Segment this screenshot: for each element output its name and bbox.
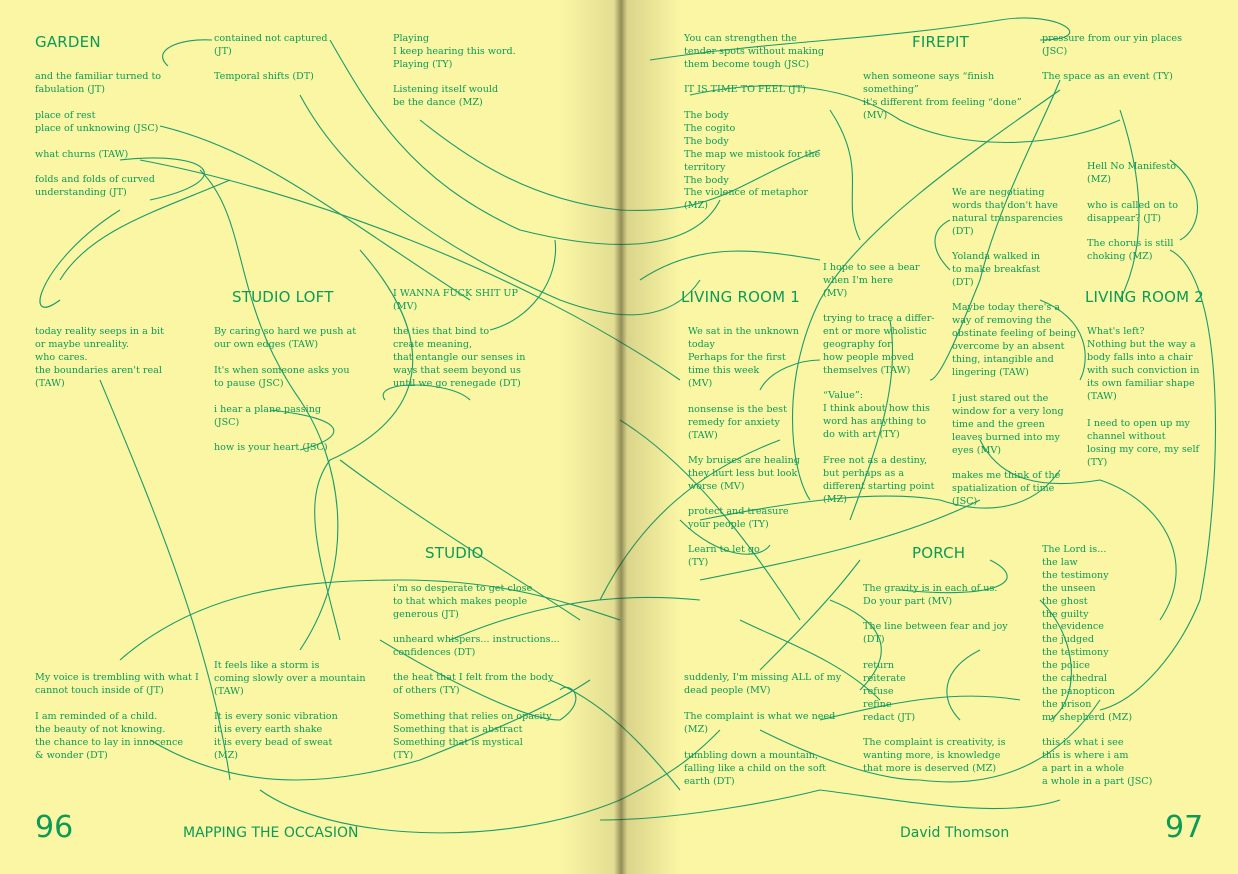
note: folds and folds of curved understanding (JT) (35, 174, 155, 198)
author-name: David Thomson (900, 825, 1010, 841)
note: The line between fear and joy (DT) (863, 621, 1008, 645)
note: “Value”: I think about how this word has anything to do with art (TY) (823, 390, 930, 440)
note: I hope to see a bear when I'm here (MV) (823, 262, 920, 299)
note: The complaint is creativity, is wanting more, is knowledge that more is deserved (MZ) (863, 737, 1006, 774)
note: this is what i see this is where i am a part in a whole a whole in a part (JSC) (1042, 737, 1153, 787)
note: The space as an event (TY) (1042, 71, 1173, 82)
note: Listening itself would be the dance (MZ) (393, 84, 499, 108)
note: Maybe today there's a way of removing the obstinate feeling of being overcome by an absent thing, intangible and lingering (TAW) (952, 302, 1077, 378)
heading-garden: GARDEN (35, 33, 101, 51)
note: I WANNA FUCK SHIT UP (MV) (393, 288, 518, 312)
note: contained not captured (JT) (214, 33, 328, 57)
note: protect and treasure your people (TY) (688, 506, 789, 530)
note: today reality seeps in a bit or maybe unreality. who cares. the boundaries aren't real (TAW) (35, 326, 164, 389)
note: makes me think of the spatialization of time (JSC) (952, 470, 1061, 507)
note: I need to open up my channel without losing my core, my self (TY) (1087, 418, 1200, 468)
heading-studio-loft: STUDIO LOFT (232, 288, 334, 306)
note: I am reminded of a child. the beauty of not knowing. the chance to lay in innocence & wonder (DT) (35, 711, 184, 761)
page-number-right: 97 (1165, 810, 1204, 845)
note: and the familiar turned to fabulation (JT) (35, 71, 162, 95)
note: The gravity is in each of us. Do your part (MV) (863, 583, 998, 607)
note: when someone says “finish something” it's different from feeling “done” (MV) (863, 71, 1022, 121)
note: i'm so desperate to get close to that which makes people generous (JT) (393, 583, 533, 620)
note: return reiterate refuse refine redact (JT) (863, 660, 916, 723)
note: The chorus is still choking (MZ) (1087, 238, 1174, 262)
note: tumbling down a mountain, falling like a child on the soft earth (DT) (684, 750, 827, 787)
page-number-left: 96 (35, 810, 74, 845)
note: Playing I keep hearing this word. Playing (TY) (393, 33, 516, 70)
note: It feels like a storm is coming slowly over a mountain (TAW) (214, 660, 366, 697)
note: What's left? Nothing but the way a body falls into a chair with such conviction in its own familiar shape (TAW) (1087, 326, 1200, 402)
note: It's when someone asks you to pause (JSC) (214, 365, 350, 389)
running-title: MAPPING THE OCCASION (183, 825, 359, 841)
heading-living-room-2: LIVING ROOM 2 (1085, 288, 1204, 306)
note: By caring so hard we push at our own edges (TAW) (214, 326, 357, 350)
note: suddenly, I'm missing ALL of my dead people (MV) (684, 672, 842, 696)
heading-living-room-1: LIVING ROOM 1 (681, 288, 800, 306)
note: place of rest place of unknowing (JSC) (35, 110, 159, 134)
note: Something that relies on opacity Something that is abstract Something that is mystical (TY) (393, 711, 552, 761)
note: Hell No Manifesto (MZ) (1087, 161, 1177, 185)
note: It is every sonic vibration it is every earth shake it is every bead of sweat (MZ) (214, 711, 338, 761)
note: My bruises are healing they hurt less but look worse (MV) (688, 455, 800, 492)
note: Yolanda walked in to make breakfast (DT) (952, 251, 1041, 288)
note: pressure from our yin places (JSC) (1042, 33, 1183, 57)
note: Temporal shifts (DT) (214, 71, 314, 82)
note: The complaint is what we need (MZ) (684, 711, 836, 735)
note: Free not as a destiny, but perhaps as a different starting point (MZ) (823, 455, 935, 505)
heading-firepit: FIREPIT (912, 33, 969, 51)
note: The Lord is... the law the testimony the unseen the ghost the guilty the evidence the judged the testimony the police the cathedral the panopticon the prison my shepherd (MZ) (1042, 544, 1133, 723)
note: the ties that bind to create meaning, that entangle our senses in ways that seem beyond us until we go renegade (DT) (393, 326, 526, 389)
heading-studio: STUDIO (425, 544, 484, 562)
note: what churns (TAW) (35, 149, 129, 160)
note: My voice is trembling with what I cannot touch inside of (JT) (35, 672, 199, 696)
note: We are negotiating words that don't have natural transparencies (DT) (952, 187, 1063, 237)
note: how is your heart (JSC) (214, 442, 328, 453)
note: unheard whispers... instructions... confidences (DT) (393, 634, 560, 658)
note: The body The cogito The body The map we mistook for the territory The body The violence of metaphor (MZ) (684, 110, 821, 212)
note: trying to trace a differ- ent or more wholistic geography for how people moved themselves (TAW) (823, 313, 935, 376)
note: i hear a plane passing (JSC) (214, 404, 322, 428)
heading-porch: PORCH (912, 544, 966, 562)
note: I just stared out the window for a very long time and the green leaves burned into my eyes (MV) (952, 393, 1064, 456)
note: We sat in the unknown today Perhaps for the first time this week (MV) (688, 326, 799, 389)
note: You can strengthen the tender spots without making them become tough (JSC) (684, 33, 825, 70)
note: nonsense is the best remedy for anxiety (TAW) (688, 404, 787, 441)
note: who is called on to disappear? (JT) (1087, 200, 1178, 224)
note: Learn to let go (TY) (688, 544, 760, 568)
note: IT IS TIME TO FEEL (JT) (684, 84, 806, 95)
note: the heat that I felt from the body of others (TY) (393, 672, 554, 696)
